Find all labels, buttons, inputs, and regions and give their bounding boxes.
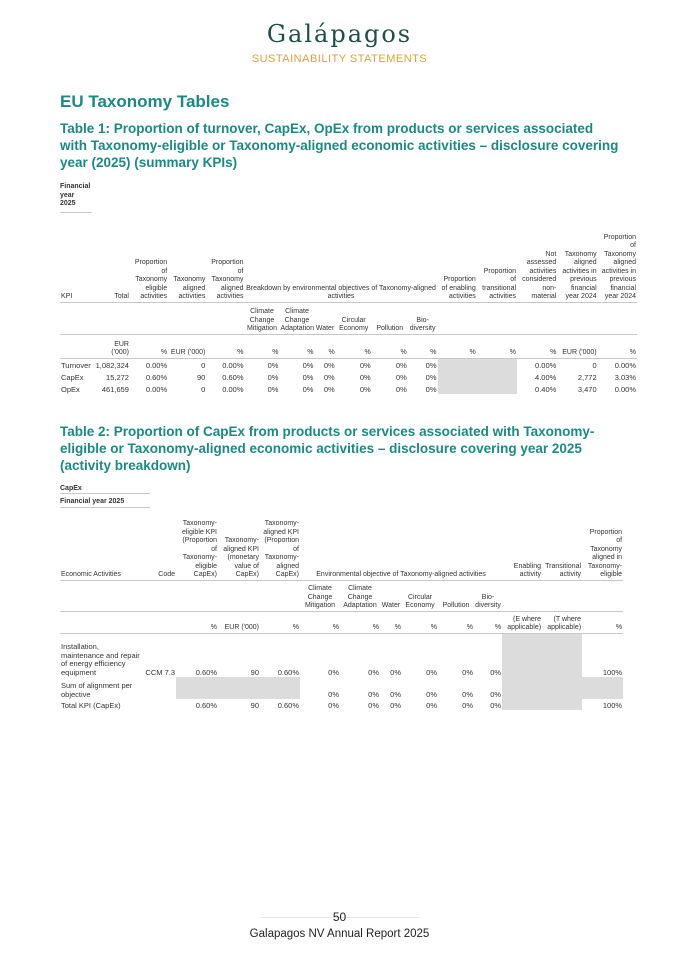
row-eligible: 0.00%: [145, 384, 168, 394]
objective-label: Climate Change Mitigation: [245, 302, 280, 334]
row-kpi: CapEx: [61, 372, 84, 382]
objective-label: Water: [380, 580, 402, 611]
table2-capex-label: CapEx: [60, 485, 82, 492]
header-prop-aligned: Proportion of Taxonomy aligned activities: [211, 259, 244, 300]
row-kpi: Turnover: [60, 358, 94, 370]
row-obj: 0%: [245, 358, 280, 370]
table1-heading: Table 1: Proportion of turnover, CapEx, OpEx from products or services associated with Taxonomy-eligible or Taxonomy-aligned economic activities – disclosure covering year (2025) (summary KPIs): [60, 121, 619, 170]
unit-label: %: [279, 334, 314, 358]
row-prop-aligned: 0.60%: [222, 372, 244, 382]
unit-label: %: [176, 611, 218, 633]
objective-label: Bio-diversity: [408, 302, 438, 334]
table1-header-row: [60, 214, 637, 302]
table-row: [60, 358, 637, 370]
unit-label: EUR ('000): [218, 611, 260, 633]
row-final: 100%: [602, 700, 623, 710]
row-aligned: 90: [196, 372, 206, 382]
table-row: [60, 382, 637, 394]
unit-label: %: [402, 611, 438, 633]
row-obj: 0%: [328, 700, 339, 710]
row-activity: Installation, maintenance and repair of energy efficiency equipment: [60, 633, 144, 677]
table2: [60, 510, 623, 710]
row-aligned: 0: [201, 384, 206, 394]
header-activities: Economic Activities: [61, 571, 121, 578]
objective-label: Climate Change Mitigation: [300, 580, 340, 611]
row-obj: 0%: [408, 358, 438, 370]
header-breakdown: Breakdown by environmental objectives of Taxonomy-aligned activities: [246, 284, 436, 300]
row-obj: 0%: [390, 700, 401, 710]
header-prev-aligned: Taxonomy aligned activities in previous financial year 2024: [562, 250, 597, 300]
divider: [60, 212, 92, 213]
row-obj: 0%: [302, 372, 314, 382]
row-eligible: 0.60%: [176, 633, 218, 677]
unit-label: %: [582, 611, 623, 633]
header-aligned: Taxonomy aligned activities: [173, 276, 206, 300]
row-kpi: OpEx: [61, 384, 80, 394]
row-obj: 0%: [279, 358, 314, 370]
unit-label: %: [438, 611, 474, 633]
header-transitional: Transitional activity: [545, 562, 582, 578]
row-obj: 0%: [336, 358, 372, 370]
row-obj: 0%: [438, 633, 474, 677]
row-activity: Sum of alignment per objective: [61, 681, 133, 699]
header-total: Total: [114, 293, 129, 300]
row-activity: Total KPI (CapEx): [61, 700, 121, 710]
row-code: CCM 7.3: [144, 633, 176, 677]
row-obj: 0%: [490, 689, 502, 699]
report-title: Galapagos NV Annual Report 2025: [249, 928, 430, 940]
row-obj: 0%: [395, 384, 407, 394]
table2-financial-year: Financial year 2025: [60, 498, 125, 505]
row-final: 100%: [582, 633, 623, 677]
table1-financial-year: Financial year 2025: [60, 183, 91, 207]
row-total: 461,659: [101, 384, 129, 394]
row-prev: 0: [557, 358, 597, 370]
objective-label: Pollution: [438, 580, 474, 611]
unit-label: %: [517, 334, 557, 358]
row-obj: 0%: [425, 372, 437, 382]
divider: [60, 507, 150, 508]
row-not-assessed: 0.40%: [535, 384, 557, 394]
unit-label: %: [474, 611, 502, 633]
row-obj: 0%: [462, 700, 473, 710]
table1-units-row: [60, 334, 637, 358]
row-aligned: 0: [168, 358, 206, 370]
page-title: EU Taxonomy Tables: [60, 92, 230, 111]
row-obj: 0%: [267, 372, 279, 382]
unit-label: %: [314, 334, 335, 358]
row-total: 1,082,324: [94, 358, 130, 370]
row-prop: 0.60%: [260, 633, 300, 677]
row-obj: 0%: [323, 384, 335, 394]
row-obj: 0%: [462, 689, 473, 699]
objective-label: Bio-diversity: [474, 580, 502, 611]
table2-header-row: [60, 510, 623, 580]
objective-label: Climate Change Adaptation: [340, 580, 380, 611]
unit-label: %: [408, 334, 438, 358]
row-prev: 3,470: [577, 384, 597, 394]
unit-label: EUR ('000): [94, 334, 130, 358]
table-row: [60, 370, 637, 382]
header-kpi: KPI: [61, 293, 73, 300]
row-obj: 0%: [395, 372, 407, 382]
unit-label: %: [245, 334, 280, 358]
row-eligible: 0.60%: [195, 700, 217, 710]
unit-label: %: [380, 611, 402, 633]
table1: [60, 214, 637, 394]
unit-label: %: [260, 611, 300, 633]
objective-label: Climate Change Adaptation: [279, 302, 314, 334]
unit-label: %: [598, 334, 637, 358]
table-row: [60, 699, 623, 710]
row-eligible: 0.00%: [130, 358, 168, 370]
objective-label: Water: [314, 302, 335, 334]
unit-label: %: [372, 334, 408, 358]
header-not-assessed: Not assessed activities considered non-material: [522, 250, 557, 300]
objective-label: Pollution: [372, 302, 408, 334]
row-eligible: 0.60%: [145, 372, 168, 382]
unit-label: %: [130, 334, 168, 358]
header-prev-prop: Proportion of Taxonomy aligned activities in previous financial year 2024: [601, 233, 636, 300]
objective-label: Circular Economy: [402, 580, 438, 611]
row-obj: 0%: [300, 633, 340, 677]
header-aligned-prop: Taxonomy-aligned KPI (Proportion of Taxonomy-aligned CapEx): [263, 520, 299, 578]
divider: [60, 493, 150, 494]
unit-label: (E where applicable): [502, 611, 542, 633]
row-obj: 0%: [474, 633, 502, 677]
header-aligned-kpi: Taxonomy-aligned KPI (monetary value of CapEx): [223, 537, 259, 578]
table1-objectives-row: [60, 302, 637, 334]
row-prev-prop: 3.03%: [614, 372, 636, 382]
row-obj: 0%: [426, 700, 437, 710]
row-obj: 0%: [314, 358, 335, 370]
header-eligible-kpi: Taxonomy-eligible KPI (Proportion of Taxonomy-eligible CapEx): [181, 520, 217, 578]
row-obj: 0%: [368, 700, 379, 710]
company-logo: Galápagos: [266, 20, 413, 48]
row-obj: 0%: [380, 633, 402, 677]
row-obj: 0%: [425, 384, 437, 394]
row-prop: 0.60%: [277, 700, 299, 710]
row-prop-aligned: 0.00%: [206, 358, 244, 370]
unit-label: %: [477, 334, 517, 358]
header-prop-eligible: Proportion of Taxonomy aligned in Taxonomy-eligible: [587, 528, 623, 578]
row-obj: 0%: [267, 384, 279, 394]
row-obj: 0%: [372, 358, 408, 370]
row-aligned: 90: [218, 633, 260, 677]
unit-label: %: [336, 334, 372, 358]
header-transitional: Proportion of transitional activities: [482, 267, 517, 300]
header-code: Code: [158, 571, 175, 578]
row-obj: 0%: [368, 689, 379, 699]
page-number: 50: [332, 910, 347, 924]
header-prop-eligible: Proportion of Taxonomy eligible activities: [134, 259, 168, 300]
header-enabling: Proportion of enabling activities: [441, 276, 476, 300]
row-obj: 0%: [359, 384, 371, 394]
row-obj: 0%: [390, 689, 401, 699]
row-total: 15,272: [106, 372, 129, 382]
row-not-assessed: 0.00%: [517, 358, 557, 370]
row-obj: 0%: [340, 633, 380, 677]
header-env-objective: Environmental objective of Taxonomy-aligned activities: [316, 571, 486, 578]
unit-label: %: [340, 611, 380, 633]
row-prev: 2,772: [577, 372, 597, 382]
row-obj: 0%: [323, 372, 335, 382]
unit-label: EUR ('000): [557, 334, 597, 358]
table2-units-row: [60, 611, 623, 633]
table2-heading: Table 2: Proportion of CapEx from products or services associated with Taxonomy-eligible or Taxonomy-aligned economic activities – disclosure covering year 2025 (activity breakdown): [60, 424, 595, 473]
row-obj: 0%: [359, 372, 371, 382]
row-prev-prop: 0.00%: [598, 358, 637, 370]
row-obj: 0%: [328, 689, 339, 699]
header-enabling: Enabling activity: [513, 562, 542, 578]
row-obj: 0%: [490, 700, 502, 710]
objective-label: Circular Economy: [336, 302, 372, 334]
table2-objectives-row: [60, 580, 623, 611]
unit-label: EUR ('000): [168, 334, 206, 358]
table-row: [60, 633, 623, 677]
table-row: [60, 677, 623, 699]
row-obj: 0%: [302, 384, 314, 394]
section-subtitle: SUSTAINABILITY STATEMENTS: [251, 53, 428, 65]
unit-label: %: [438, 334, 477, 358]
row-not-assessed: 4.00%: [535, 372, 557, 382]
unit-label: %: [300, 611, 340, 633]
row-obj: 0%: [402, 633, 438, 677]
unit-label: %: [206, 334, 244, 358]
unit-label: (T where applicable): [542, 611, 582, 633]
row-obj: 0%: [426, 689, 437, 699]
row-prop-aligned: 0.00%: [222, 384, 244, 394]
row-aligned: 90: [250, 700, 259, 710]
row-prev-prop: 0.00%: [614, 384, 636, 394]
